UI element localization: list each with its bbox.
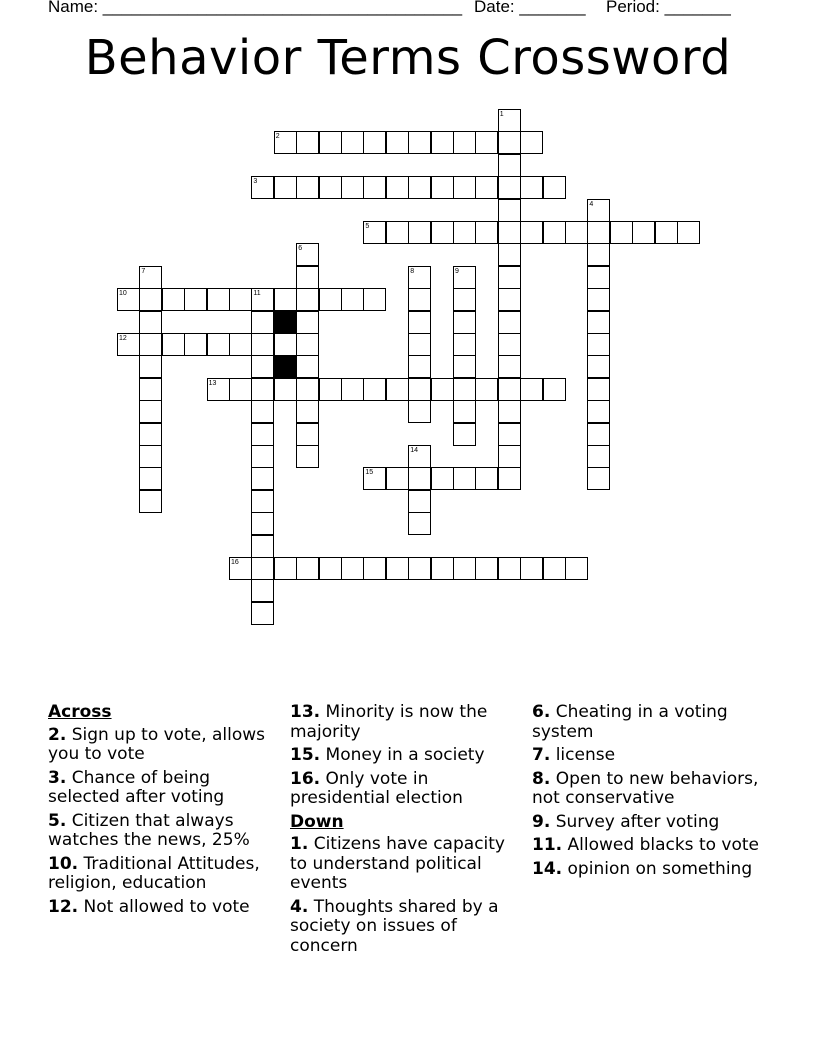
crossword-cell[interactable] [341, 557, 364, 580]
crossword-cell[interactable] [587, 288, 610, 311]
crossword-cell[interactable] [587, 355, 610, 378]
crossword-cell[interactable] [543, 557, 566, 580]
clue-item [290, 770, 520, 809]
clue-number-label: 1 [499, 111, 504, 118]
crossword-cell[interactable] [431, 131, 454, 154]
crossword-cell[interactable] [587, 467, 610, 490]
clue-item [48, 855, 280, 894]
crossword-cell[interactable] [498, 400, 521, 423]
crossword-cell[interactable] [251, 490, 274, 513]
crossword-cell[interactable] [274, 378, 297, 401]
crossword-cell[interactable] [498, 467, 521, 490]
crossword-cell[interactable] [408, 355, 431, 378]
crossword-cell[interactable] [408, 378, 431, 401]
crossword-cell[interactable] [408, 490, 431, 513]
clue-number: 1. [290, 834, 309, 854]
down-heading: Down [290, 811, 344, 832]
crossword-cell[interactable] [431, 467, 454, 490]
crossword-cell[interactable] [139, 490, 162, 513]
clue-number-label: 13 [208, 379, 217, 387]
crossword-cell[interactable] [498, 266, 521, 289]
crossword-cell[interactable] [520, 176, 543, 199]
page-title: Behavior Terms Crossword [84, 30, 732, 86]
crossword-cell[interactable] [251, 557, 274, 580]
crossword-cell[interactable] [655, 221, 678, 244]
crossword-cell[interactable] [453, 400, 476, 423]
crossword-cell[interactable] [251, 423, 274, 446]
crossword-cell[interactable] [453, 467, 476, 490]
crossword-cell[interactable] [207, 333, 230, 356]
crossword-cell[interactable] [251, 512, 274, 535]
clue-text: license [550, 745, 616, 765]
crossword-cell[interactable] [386, 467, 409, 490]
crossword-cell[interactable] [363, 378, 386, 401]
crossword-cell[interactable] [498, 131, 521, 154]
crossword-cell[interactable] [498, 154, 521, 177]
crossword-cell[interactable] [453, 131, 476, 154]
crossword-cell[interactable] [139, 288, 162, 311]
clue-text: Citizens have capacity to understand political events [290, 834, 505, 893]
crossword-cell[interactable] [587, 333, 610, 356]
crossword-cell[interactable] [274, 333, 297, 356]
crossword-cell[interactable] [498, 176, 521, 199]
crossword-cell[interactable] [565, 221, 588, 244]
crossword-cell[interactable] [498, 311, 521, 334]
crossword-cell[interactable] [587, 400, 610, 423]
crossword-cell[interactable] [341, 288, 364, 311]
crossword-cell[interactable] [453, 288, 476, 311]
crossword-cell[interactable] [408, 131, 431, 154]
crossword-cell[interactable] [587, 311, 610, 334]
crossword-cell[interactable] [251, 579, 274, 602]
crossword-cell[interactable] [207, 288, 230, 311]
crossword-cell[interactable] [408, 288, 431, 311]
crossword-cell[interactable] [543, 221, 566, 244]
clue-number: 11. [532, 835, 563, 855]
crossword-cell[interactable] [498, 557, 521, 580]
clue-text: Not allowed to vote [78, 896, 250, 917]
crossword-cell[interactable] [386, 221, 409, 244]
crossword-cell[interactable] [229, 288, 252, 311]
crossword-cell[interactable] [453, 333, 476, 356]
crossword-cell[interactable] [408, 311, 431, 334]
crossword-cell[interactable] [475, 131, 498, 154]
crossword-cell[interactable] [319, 557, 342, 580]
crossword-cell[interactable] [139, 311, 162, 334]
clue-text: Minority is now the majority [290, 702, 488, 742]
period-field[interactable]: Period: _______ [606, 0, 731, 16]
crossword-cell[interactable] [386, 378, 409, 401]
clue-item [48, 769, 280, 808]
crossword-cell[interactable] [565, 557, 588, 580]
crossword-cell[interactable] [475, 378, 498, 401]
crossword-cell[interactable] [296, 445, 319, 468]
crossword-cell[interactable] [543, 378, 566, 401]
crossword-cell[interactable] [162, 333, 185, 356]
clue-number: 10. [48, 853, 79, 874]
clue-item [290, 703, 520, 742]
clue-text: Open to new behaviors, not conservative [532, 768, 759, 808]
clue-number: 14. [532, 858, 563, 879]
crossword-cell[interactable] [475, 221, 498, 244]
clue-number: 2. [48, 724, 67, 745]
crossword-cell[interactable] [296, 423, 319, 446]
crossword-cell[interactable] [296, 131, 319, 154]
clue-number-label: 3 [253, 178, 258, 186]
clue-number-label: 8 [410, 267, 415, 275]
clue-text: Money in a society [320, 745, 485, 765]
clue-number-label: 15 [365, 469, 374, 477]
clue-number-label: 12 [119, 335, 127, 342]
crossword-cell[interactable] [520, 557, 543, 580]
clue-number: 13. [290, 702, 321, 722]
crossword-cell[interactable] [139, 333, 162, 356]
crossword-cell[interactable] [296, 333, 319, 356]
clue-item [290, 898, 520, 957]
clue-number: 3. [48, 767, 67, 788]
crossword-cell[interactable] [139, 355, 162, 378]
clue-number-label: 16 [231, 559, 239, 566]
crossword-cell[interactable] [341, 378, 364, 401]
clue-text: Cheating in a voting system [532, 702, 728, 742]
crossword-cell[interactable] [498, 423, 521, 446]
across-heading: Across [48, 702, 112, 722]
crossword-cell[interactable] [431, 221, 454, 244]
crossword-cell[interactable] [363, 131, 386, 154]
crossword-cell[interactable] [139, 378, 162, 401]
clue-text: Sign up to vote, allows you to vote [48, 724, 266, 764]
crossword-cell[interactable] [296, 378, 319, 401]
clue-item [532, 703, 762, 742]
crossword-cell[interactable] [632, 221, 655, 244]
crossword-cell[interactable] [498, 199, 521, 222]
clue-number-label: 10 [119, 290, 127, 298]
crossword-cell[interactable] [408, 512, 431, 535]
crossword-cell[interactable] [274, 557, 297, 580]
crossword-cell[interactable] [386, 557, 409, 580]
clue-number-label: 5 [365, 223, 370, 230]
crossword-cell[interactable] [386, 176, 409, 199]
crossword-cell[interactable] [677, 221, 700, 244]
crossword-cell[interactable] [475, 467, 498, 490]
clue-text: Allowed blacks to vote [562, 835, 760, 855]
crossword-cell[interactable] [543, 176, 566, 199]
clue-column-2 [290, 703, 520, 960]
crossword-cell[interactable] [587, 445, 610, 468]
crossword-cell[interactable] [274, 176, 297, 199]
crossword-cell[interactable] [587, 243, 610, 266]
clue-number: 12. [48, 896, 79, 917]
crossword-cell[interactable] [475, 176, 498, 199]
crossword-cell[interactable] [251, 535, 274, 558]
crossword-cell[interactable] [453, 378, 476, 401]
crossword-cell[interactable] [251, 311, 274, 334]
crossword-cell[interactable] [610, 221, 633, 244]
crossword-cell[interactable] [139, 423, 162, 446]
crossword-cell[interactable] [296, 176, 319, 199]
clue-number-label: 6 [298, 245, 303, 253]
crossword-cell[interactable] [296, 266, 319, 289]
clue-text: opinion on something [562, 858, 753, 879]
crossword-cell[interactable] [453, 221, 476, 244]
blocked-cell [274, 355, 297, 378]
crossword-cell[interactable] [251, 602, 274, 625]
crossword-cell[interactable] [251, 378, 274, 401]
clue-item [290, 746, 520, 766]
crossword-cell[interactable] [587, 423, 610, 446]
clue-text: Traditional Attitudes, religion, education [48, 853, 260, 893]
crossword-cell[interactable] [408, 557, 431, 580]
crossword-cell[interactable] [498, 378, 521, 401]
crossword-cell[interactable] [498, 445, 521, 468]
clue-number: 6. [532, 702, 551, 722]
crossword-cell[interactable] [229, 333, 252, 356]
clue-number-label: 11 [253, 290, 261, 298]
crossword-cell[interactable] [296, 355, 319, 378]
clue-number-label: 2 [275, 133, 280, 141]
crossword-cell[interactable] [408, 221, 431, 244]
crossword-cell[interactable] [408, 333, 431, 356]
clue-column-1 [48, 703, 280, 921]
clue-item [290, 835, 520, 894]
crossword-cell[interactable] [363, 557, 386, 580]
crossword-cell[interactable] [453, 557, 476, 580]
crossword-cell[interactable] [520, 221, 543, 244]
crossword-cell[interactable] [139, 467, 162, 490]
crossword-cell[interactable] [453, 311, 476, 334]
crossword-cell[interactable] [319, 131, 342, 154]
crossword-cell[interactable] [251, 400, 274, 423]
crossword-cell[interactable] [453, 423, 476, 446]
crossword-cell[interactable] [363, 288, 386, 311]
crossword-cell[interactable] [408, 176, 431, 199]
crossword-cell[interactable] [341, 131, 364, 154]
crossword-cell[interactable] [363, 176, 386, 199]
crossword-cell[interactable] [498, 355, 521, 378]
crossword-cell[interactable] [520, 378, 543, 401]
clue-number: 16. [290, 768, 321, 789]
crossword-cell[interactable] [498, 221, 521, 244]
crossword-cell[interactable] [386, 131, 409, 154]
clue-number: 15. [290, 745, 321, 765]
crossword-cell[interactable] [587, 378, 610, 401]
crossword-cell[interactable] [251, 467, 274, 490]
clue-item [532, 836, 762, 856]
clue-column-3 [532, 703, 762, 883]
clue-text: Chance of being selected after voting [48, 767, 225, 807]
clue-item [532, 746, 762, 766]
clue-number-label: 9 [455, 267, 459, 275]
clue-number: 4. [290, 896, 309, 917]
crossword-cell[interactable] [184, 333, 207, 356]
crossword-cell[interactable] [453, 355, 476, 378]
crossword-cell[interactable] [162, 288, 185, 311]
crossword-cell[interactable] [139, 400, 162, 423]
crossword-cell[interactable] [296, 557, 319, 580]
clue-number-label: 4 [589, 200, 594, 208]
crossword-cell[interactable] [319, 176, 342, 199]
crossword-cell[interactable] [431, 557, 454, 580]
crossword-cell[interactable] [184, 288, 207, 311]
crossword-cell[interactable] [453, 176, 476, 199]
clue-item [532, 860, 762, 880]
clue-text: Only vote in presidential election [290, 768, 463, 808]
crossword-cell[interactable] [431, 378, 454, 401]
blocked-cell [274, 311, 297, 334]
clue-number-label: 14 [410, 447, 418, 454]
clue-text: Citizen that always watches the news, 25% [48, 810, 250, 850]
crossword-cell[interactable] [296, 311, 319, 334]
crossword-cell[interactable] [408, 467, 431, 490]
date-field[interactable]: Date: _______ [474, 0, 586, 16]
clue-text: Survey after voting [550, 811, 720, 832]
clue-text: Thoughts shared by a society on issues of concern [290, 896, 499, 956]
clue-number: 5. [48, 810, 67, 831]
clue-item [532, 813, 762, 833]
crossword-cell[interactable] [251, 333, 274, 356]
crossword-cell[interactable] [251, 355, 274, 378]
crossword-cell[interactable] [498, 333, 521, 356]
crossword-cell[interactable] [319, 288, 342, 311]
clue-number: 7. [532, 745, 551, 765]
clue-item [48, 898, 280, 918]
crossword-cell[interactable] [408, 400, 431, 423]
clue-number-label: 7 [141, 267, 146, 275]
crossword-cell[interactable] [296, 400, 319, 423]
name-field[interactable]: Name: ______________________________________ [48, 0, 463, 16]
clue-item [48, 726, 280, 765]
crossword-cell[interactable] [431, 176, 454, 199]
crossword-cell[interactable] [587, 221, 610, 244]
clue-item [532, 770, 762, 809]
crossword-cell[interactable] [139, 445, 162, 468]
crossword-cell[interactable] [520, 131, 543, 154]
crossword-cell[interactable] [296, 288, 319, 311]
crossword-cell[interactable] [229, 378, 252, 401]
crossword-cell[interactable] [319, 378, 342, 401]
clue-number: 9. [532, 811, 551, 832]
crossword-cell[interactable] [274, 288, 297, 311]
crossword-cell[interactable] [475, 557, 498, 580]
crossword-cell[interactable] [498, 243, 521, 266]
crossword-cell[interactable] [251, 445, 274, 468]
crossword-cell[interactable] [341, 176, 364, 199]
clue-number: 8. [532, 768, 551, 789]
crossword-cell[interactable] [498, 288, 521, 311]
clue-item [48, 812, 280, 851]
crossword-cell[interactable] [587, 266, 610, 289]
